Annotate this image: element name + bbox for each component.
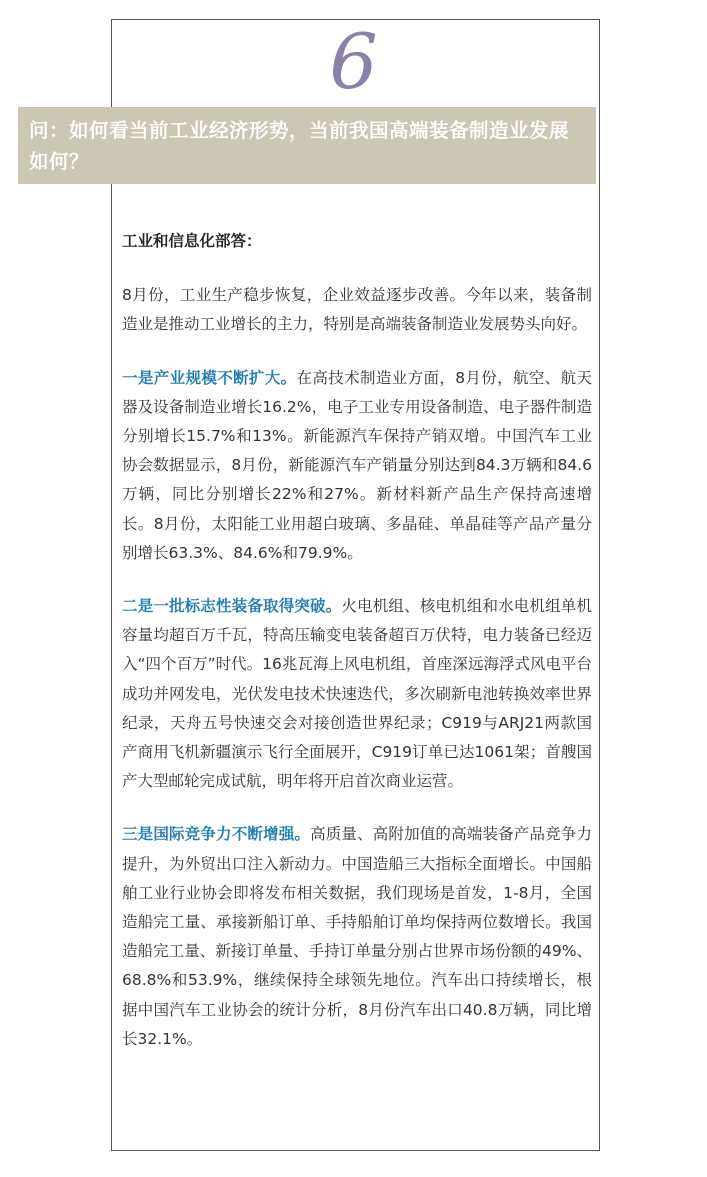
point-text-1: 在高技术制造业方面，8月份，航空、航天器及设备制造业增长16.2%，电子工业专用设备制造、电子器件制造分别增长15.7%和13%。新能源汽车保持产销双增。中国汽车工业协会数据显示，8月份，新能源汽车产销量分别达到84.3万辆和84.6万辆，同比分别增长22%和27%。新材料新产品生产保持高速增长。8月份，太阳能工业用超白玻璃、多晶硅、单晶硅等产品产量分别增长63.3%、84.6%和79.9%。 (122, 368, 592, 562)
section-number: 6 (329, 17, 378, 106)
point-text-2: 火电机组、核电机组和水电机组单机容量均超百万千瓦，特高压输变电装备超百万伏特，电力装备已经迈入“四个百万”时代。16兆瓦海上风电机组，首座深远海浮式风电平台成功并网发电，光伏发电技术快速迭代，多次刷新电池转换效率世界纪录，天舟五号快速交会对接创造世界纪录；C919与ARJ21两款国产商用飞机新疆演示飞行全面展开，C919订单已达1061架；首艘国产大型邮轮完成试航，明年将开启首次商业运营。 (122, 597, 592, 791)
question-text: 问：如何看当前工业经济形势，当前我国高端装备制造业发展如何？ (29, 119, 570, 173)
respondent-label: 工业和信息化部答： (122, 232, 262, 250)
point-lead-3: 三是国际竞争力不断增强。 (122, 825, 311, 844)
point-text-3: 高质量、高附加值的高端装备产品竞争力提升，为外贸出口注入新动力。中国造船三大指标全面增长。中国船舶工业行业协会即将发布相关数据，我们现场是首发，1-8月，全国造船完工量、承接新船订单、手持船舶订单均保持两位数增长。我国造船完工量、新接订单量、手持订单量分别占世界市场份额的49%、68.8%和53.9%，继续保持全球领先地位。汽车出口持续增长，根据中国汽车工业协会的统计分析，8月份汽车出口40.8万辆，同比增长32.1%。 (122, 825, 592, 1048)
answer-body (122, 227, 592, 1078)
point-paragraph-2 (122, 592, 592, 796)
point-lead-2: 二是一批标志性装备取得突破。 (122, 597, 342, 616)
question-banner (18, 107, 596, 184)
point-paragraph-1 (122, 364, 592, 568)
intro-paragraph: 8月份，工业生产稳步恢复，企业效益逐步改善。今年以来，装备制造业是推动工业增长的主力，特别是高端装备制造业发展势头向好。 (122, 286, 592, 334)
point-lead-1: 一是产业规模不断扩大。 (122, 368, 297, 387)
point-paragraph-3 (122, 820, 592, 1054)
